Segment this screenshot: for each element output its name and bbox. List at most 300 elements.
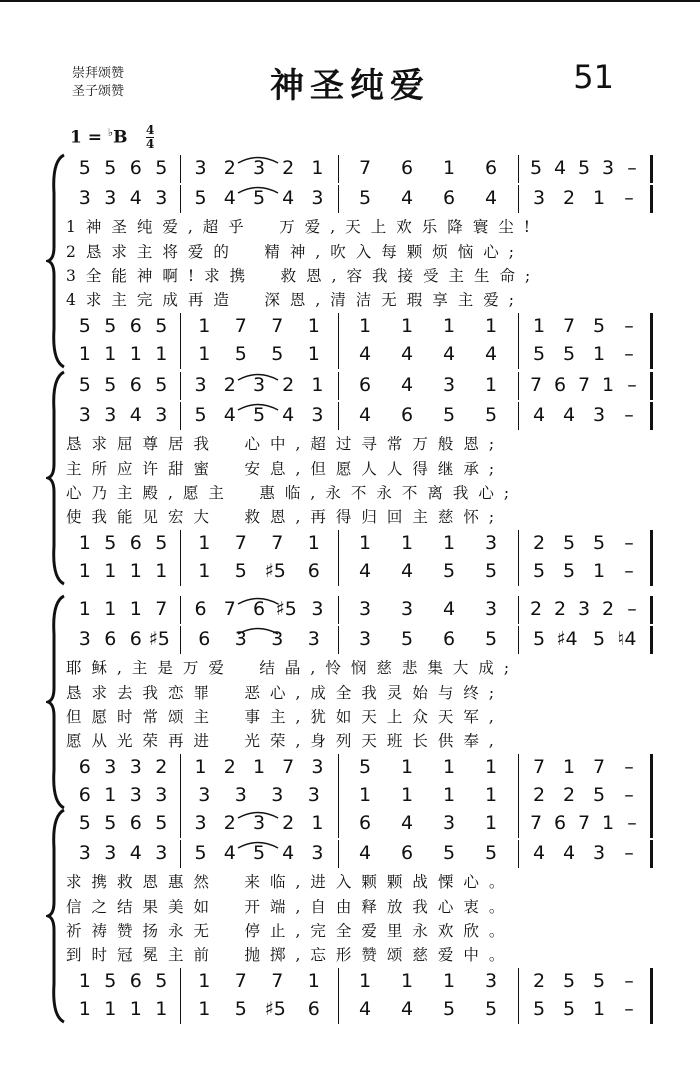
bar-line [650, 754, 653, 782]
note: 1 [400, 784, 414, 806]
lyric-line: 3全能神啊!求携 救恩,容我接受主生命; [66, 267, 541, 285]
bar-line [518, 558, 519, 586]
note: 1 [592, 187, 606, 209]
note: 5 [562, 532, 576, 554]
note: 4 [282, 842, 295, 864]
note: 5 [155, 157, 168, 179]
note: 4 [442, 598, 456, 620]
slur [236, 149, 280, 168]
note: 5 [442, 842, 456, 864]
bar-line [518, 402, 519, 430]
time-signature [146, 124, 154, 151]
note-row [66, 530, 666, 558]
note: 7 [271, 315, 284, 337]
note: 4 [442, 343, 456, 365]
note: 1 [484, 812, 498, 834]
note: 5 [592, 628, 606, 650]
note-row [66, 996, 666, 1024]
note: ♯4 [556, 628, 578, 650]
note: 7 [234, 532, 247, 554]
note: 5 [484, 404, 498, 426]
hymn-number: 51 [573, 58, 614, 96]
bar-line [338, 626, 339, 654]
note: 4 [532, 404, 546, 426]
note: 5 [194, 842, 207, 864]
note: 3 [104, 187, 117, 209]
note: 1 [104, 998, 117, 1020]
note: 3 [311, 842, 324, 864]
lyric-line: 恳求去我恋罪 恶心,成全我灵始与终; [66, 684, 505, 702]
bar-line [650, 558, 653, 586]
bar-line [338, 402, 339, 430]
bar-line [518, 754, 519, 782]
lyric-line: 2恳求主将爱的 精神,吹入每颗烦恼心; [66, 243, 525, 261]
note: 1 [78, 343, 91, 365]
system-brace [46, 808, 68, 1024]
note: 5 [442, 404, 456, 426]
bar-line [338, 810, 339, 838]
note: 4 [358, 998, 372, 1020]
note: 5 [78, 157, 91, 179]
note: 1 [78, 598, 91, 620]
note: 7 [562, 315, 576, 337]
note: 5 [484, 628, 498, 650]
note-dash: – [627, 598, 637, 620]
note: 3 [252, 374, 266, 396]
note: 5 [252, 404, 266, 426]
note: 6 [553, 812, 567, 834]
note: 1 [400, 532, 414, 554]
note: 4 [129, 842, 142, 864]
note: 5 [234, 560, 247, 582]
note: ♯5 [264, 998, 286, 1020]
note: 1 [562, 756, 576, 778]
note: 1 [104, 784, 117, 806]
bar-line [518, 596, 519, 624]
note: 3 [194, 812, 207, 834]
note: 2 [532, 784, 546, 806]
note: 4 [532, 842, 546, 864]
note-row [66, 626, 666, 654]
note: 1 [104, 560, 117, 582]
note-dash: – [627, 812, 637, 834]
bar-line [180, 155, 181, 183]
note: 1 [592, 998, 606, 1020]
bar-line [338, 530, 339, 558]
note: 6 [252, 598, 266, 620]
note: 5 [532, 343, 546, 365]
note: 1 [129, 598, 142, 620]
note: 3 [155, 784, 168, 806]
note: 1 [442, 970, 456, 992]
bar-line [180, 185, 181, 213]
note: 6 [129, 628, 142, 650]
note: 6 [442, 628, 456, 650]
note: 5 [592, 532, 606, 554]
note: 5 [562, 343, 576, 365]
note: 1 [484, 315, 498, 337]
bar-line [650, 626, 653, 654]
note: 3 [271, 784, 284, 806]
note: 5 [194, 404, 207, 426]
note: 4 [400, 343, 414, 365]
note: 2 [282, 812, 295, 834]
category-label-primary: 崇拜颂赞 [72, 66, 125, 81]
note: 4 [358, 560, 372, 582]
bar-line [180, 754, 181, 782]
note: 6 [129, 812, 142, 834]
note: 5 [78, 374, 91, 396]
note: 6 [400, 842, 414, 864]
note: 6 [198, 628, 211, 650]
bar-line [518, 810, 519, 838]
note: ♯5 [275, 598, 297, 620]
bar-line [338, 558, 339, 586]
note: 3 [194, 157, 207, 179]
note: ♯5 [148, 628, 170, 650]
note: 1 [78, 532, 91, 554]
page-top-rule [0, 0, 700, 2]
bar-line [338, 313, 339, 341]
note: 3 [252, 157, 266, 179]
note-dash: – [624, 560, 634, 582]
note: 1 [358, 970, 372, 992]
note: 1 [358, 532, 372, 554]
note: 5 [532, 560, 546, 582]
note-row [66, 754, 666, 782]
note: 1 [155, 998, 168, 1020]
note-row [66, 155, 666, 183]
note: ♮4 [617, 628, 637, 650]
note: 1 [484, 374, 498, 396]
bar-line [338, 840, 339, 868]
note: 6 [400, 404, 414, 426]
note: 3 [442, 812, 456, 834]
note: 3 [155, 842, 168, 864]
bar-line [338, 596, 339, 624]
note: 3 [307, 784, 320, 806]
note: 5 [234, 998, 247, 1020]
note: 3 [484, 598, 498, 620]
note: 7 [271, 532, 284, 554]
note: 5 [562, 970, 576, 992]
note: 5 [155, 315, 168, 337]
note-dash: – [624, 404, 634, 426]
note: 4 [282, 187, 295, 209]
key-signature [70, 126, 128, 148]
note: 1 [198, 532, 211, 554]
note: 1 [592, 343, 606, 365]
note: 6 [553, 374, 567, 396]
note: 3 [592, 842, 606, 864]
note: 4 [358, 842, 372, 864]
note: 4 [484, 187, 498, 209]
note: 1 [129, 343, 142, 365]
note: 6 [442, 187, 456, 209]
note-row [66, 313, 666, 341]
note: 2 [282, 157, 295, 179]
note: 3 [271, 628, 284, 650]
slur [236, 620, 280, 639]
note: 1 [78, 998, 91, 1020]
note: 5 [484, 842, 498, 864]
note: 4 [400, 998, 414, 1020]
lyric-line: 愿从光荣再进 光荣,身列天班长供奉, [66, 732, 504, 750]
bar-line [518, 996, 519, 1024]
note: 5 [78, 812, 91, 834]
lyric-line: 使我能见宏大 救恩,再得归回主慈怀; [66, 508, 505, 526]
bar-line [650, 155, 653, 183]
note: 5 [400, 628, 414, 650]
note-row [66, 185, 666, 213]
note: 1 [442, 756, 456, 778]
note: 5 [529, 157, 543, 179]
system-brace [46, 153, 68, 369]
note: 2 [282, 374, 295, 396]
note-dash: – [624, 784, 634, 806]
bar-line [650, 968, 653, 996]
system-brace [46, 370, 68, 586]
note: 2 [553, 598, 567, 620]
bar-line [338, 968, 339, 996]
note: 3 [78, 628, 91, 650]
note: 5 [562, 998, 576, 1020]
note: 1 [252, 756, 266, 778]
note: 1 [442, 532, 456, 554]
note: 6 [129, 315, 142, 337]
bar-line [650, 596, 653, 624]
note: 1 [198, 560, 211, 582]
note: 2 [223, 374, 236, 396]
note: 1 [78, 560, 91, 582]
note: 7 [358, 157, 372, 179]
note: 6 [400, 157, 414, 179]
note: 2 [223, 157, 236, 179]
note: 4 [282, 404, 295, 426]
note: ♯5 [264, 560, 286, 582]
bar-line [518, 530, 519, 558]
note: 5 [592, 784, 606, 806]
bar-line [518, 782, 519, 810]
note-row [66, 558, 666, 586]
note: 6 [307, 998, 320, 1020]
note: 6 [129, 970, 142, 992]
note-dash: – [627, 157, 637, 179]
note: 3 [252, 812, 266, 834]
note: 3 [484, 970, 498, 992]
note: 3 [442, 374, 456, 396]
bar-line [518, 185, 519, 213]
note: 1 [78, 970, 91, 992]
note: 6 [78, 784, 91, 806]
note: 2 [562, 784, 576, 806]
bar-line [338, 782, 339, 810]
note: 5 [104, 374, 117, 396]
flat-sign: ♭ [107, 126, 114, 139]
category-label-secondary: 圣子颂赞 [72, 84, 125, 99]
note: 5 [358, 756, 372, 778]
note: 7 [592, 756, 606, 778]
note: 1 [601, 374, 615, 396]
note: 5 [271, 343, 284, 365]
note: 3 [601, 157, 615, 179]
note: 4 [358, 343, 372, 365]
note-row [66, 402, 666, 430]
note: 5 [358, 187, 372, 209]
lyric-line: 求携救恩惠然 来临,进入颗颗战慄心。 [66, 873, 515, 891]
note-dash: – [624, 998, 634, 1020]
bar-line [180, 530, 181, 558]
bar-line [338, 155, 339, 183]
bar-line [338, 185, 339, 213]
lyric-line: 信之结果美如 开端,自由释放我心衷。 [66, 898, 515, 916]
note: 6 [129, 157, 142, 179]
note: 5 [484, 560, 498, 582]
bar-line [650, 341, 653, 369]
note: 4 [400, 187, 414, 209]
note: 4 [562, 842, 576, 864]
slur [236, 396, 280, 415]
bar-line [180, 782, 181, 810]
note: 1 [400, 970, 414, 992]
note: 5 [104, 157, 117, 179]
bar-line [650, 185, 653, 213]
bar-line [650, 530, 653, 558]
note: 5 [78, 315, 91, 337]
lyric-line: 4求主完成再造 深恩,清洁无瑕享主爱; [66, 291, 525, 309]
bar-line [180, 596, 181, 624]
note: 1 [311, 812, 324, 834]
note: 1 [307, 343, 320, 365]
note: 3 [155, 187, 168, 209]
note-dash: – [624, 970, 634, 992]
note: 3 [155, 404, 168, 426]
note: 7 [223, 598, 236, 620]
note: 7 [529, 374, 543, 396]
note: 6 [358, 812, 372, 834]
note: 2 [532, 532, 546, 554]
note: 5 [592, 970, 606, 992]
time-signature-top: 4 [146, 123, 155, 137]
bar-line [180, 840, 181, 868]
note: 3 [78, 187, 91, 209]
note: 5 [104, 315, 117, 337]
note: 1 [601, 812, 615, 834]
bar-line [180, 810, 181, 838]
note: 1 [442, 315, 456, 337]
note: 5 [577, 157, 591, 179]
note: 4 [400, 560, 414, 582]
bar-line [180, 558, 181, 586]
note: 1 [307, 970, 320, 992]
note: 5 [155, 970, 168, 992]
note: 3 [78, 404, 91, 426]
note: 1 [592, 560, 606, 582]
note-dash: – [624, 187, 634, 209]
note: 5 [252, 187, 266, 209]
note: 2 [529, 598, 543, 620]
note: 5 [155, 532, 168, 554]
note: 4 [223, 187, 236, 209]
note: 7 [529, 812, 543, 834]
note: 3 [311, 756, 324, 778]
bar-line [180, 402, 181, 430]
bar-line [650, 313, 653, 341]
note: 1 [532, 315, 546, 337]
note: 4 [400, 374, 414, 396]
note: 7 [577, 812, 591, 834]
note: 5 [592, 315, 606, 337]
lyric-line: 恳求屈尊居我 心中,超过寻常万般恩; [66, 435, 505, 453]
note: 6 [307, 560, 320, 582]
bar-line [518, 372, 519, 400]
slur [236, 834, 280, 853]
note: 1 [442, 784, 456, 806]
note: 2 [601, 598, 615, 620]
bar-line [518, 840, 519, 868]
bar-line [338, 996, 339, 1024]
note: 4 [553, 157, 567, 179]
note: 3 [234, 628, 247, 650]
bar-line [650, 840, 653, 868]
bar-line [518, 313, 519, 341]
slur [236, 179, 280, 198]
bar-line [180, 968, 181, 996]
bar-line [650, 996, 653, 1024]
lyric-line: 1神圣纯爱,超乎 万爱,天上欢乐降寰尘! [66, 218, 540, 236]
note: 2 [562, 187, 576, 209]
note: 1 [307, 315, 320, 337]
note: 3 [104, 842, 117, 864]
note-row [66, 372, 666, 400]
note: 3 [358, 628, 372, 650]
note: 3 [358, 598, 372, 620]
note: 5 [194, 187, 207, 209]
note: 1 [307, 532, 320, 554]
note-row [66, 840, 666, 868]
key-note: B [113, 127, 128, 148]
note: 7 [234, 970, 247, 992]
note: 6 [358, 374, 372, 396]
note: 2 [223, 756, 236, 778]
note: 7 [234, 315, 247, 337]
lyric-line: 主所应许甜蜜 安息,但愿人人得继承; [66, 460, 505, 478]
note-row [66, 596, 666, 624]
note: 3 [129, 784, 142, 806]
note-row [66, 810, 666, 838]
note: 7 [271, 970, 284, 992]
bar-line [180, 372, 181, 400]
slur [236, 366, 280, 385]
note: 4 [484, 343, 498, 365]
note: 2 [155, 756, 168, 778]
note: 4 [129, 187, 142, 209]
note: 7 [577, 374, 591, 396]
bar-line [650, 810, 653, 838]
note: 4 [129, 404, 142, 426]
note: 1 [155, 343, 168, 365]
note: 3 [78, 842, 91, 864]
note: 3 [307, 628, 320, 650]
note: 1 [311, 374, 324, 396]
slur [236, 590, 280, 609]
note-dash: – [624, 756, 634, 778]
note: 3 [592, 404, 606, 426]
note: 5 [155, 374, 168, 396]
note: 2 [532, 970, 546, 992]
note: 5 [562, 560, 576, 582]
note: 1 [442, 157, 456, 179]
